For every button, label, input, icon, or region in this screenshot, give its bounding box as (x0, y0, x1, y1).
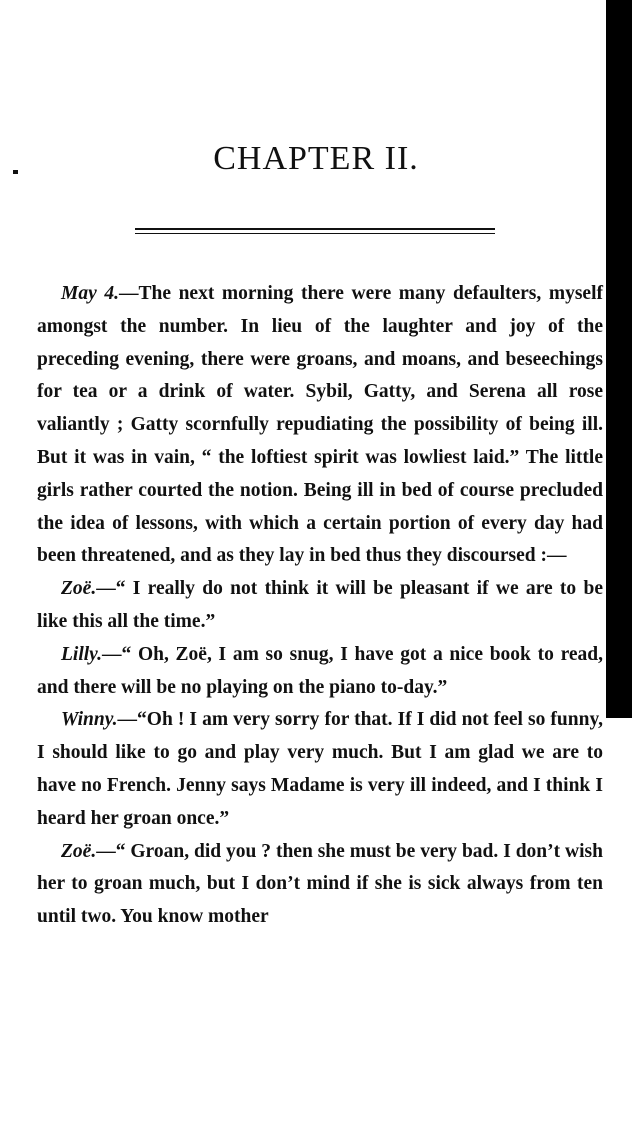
paragraph-dialogue (37, 639, 603, 705)
speaker-name: Lilly. (61, 643, 102, 665)
paragraph-text: —“Oh ! I am very sorry for that. If I did not feel so funny, I should like to go and play very much. But I am glad we are to have no French. Jenny says Madame is very ill indeed, and I think I heard her groan once.” (37, 709, 603, 829)
paragraph-diary-entry (37, 278, 603, 573)
paragraph-dialogue (37, 836, 603, 934)
speaker-name: Zoë. (61, 578, 97, 600)
paragraph-text: —“ I really do not think it will be pleasant if we are to be like this all the time.” (37, 578, 603, 632)
body-text (37, 278, 603, 934)
speaker-name: Winny. (61, 709, 118, 731)
chapter-title: CHAPTER II. (213, 140, 419, 177)
paragraph-text: —The next morning there were many defaulters, myself amongst the number. In lieu of the laughter and joy of the preceding evening, there were groans, and moans, and beseechings for tea or a drink of water. Sybil, Gatty, and Serena all rose valiantly ; Gatty scornfully repudiating the possibility of being ill. But it was in vain, “ the loftiest spirit was lowliest laid.” The little girls rather courted the notion. Being ill in bed of course precluded the idea of lessons, with which a certain portion of every day had been threatened, and as they lay in bed thus they discoursed :— (37, 283, 603, 567)
speaker-name: Zoë. (61, 840, 97, 862)
title-rule (135, 228, 495, 237)
paragraph-text: —“ Groan, did you ? then she must be very bad. I don’t wish her to groan much, but I don’t mind if she is sick always from ten until two. You know mother (37, 840, 603, 928)
paragraph-dialogue (37, 573, 603, 639)
title-rule-thick (135, 228, 495, 230)
paragraph-dialogue (37, 704, 603, 835)
scan-page-edge (606, 0, 632, 718)
title-rule-thin (135, 233, 495, 234)
entry-date: May 4. (61, 283, 119, 304)
paragraph-text: —“ Oh, Zoë, I am so snug, I have got a nice book to read, and there will be no playing on the piano to-day.” (37, 643, 603, 698)
